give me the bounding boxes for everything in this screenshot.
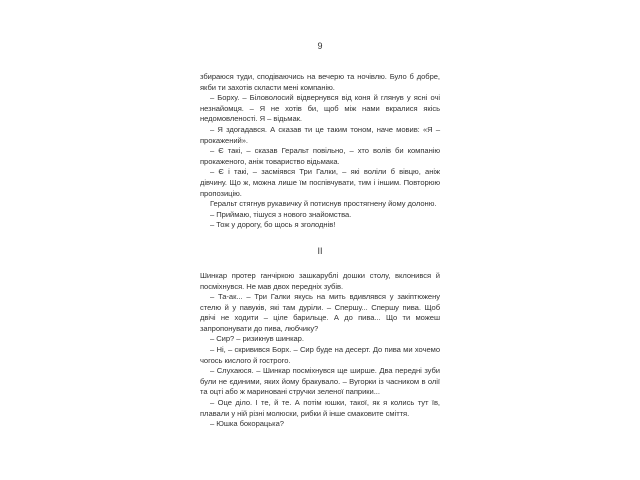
book-page: [200, 40, 440, 430]
section-1: [200, 72, 440, 231]
paragraph: – Є і такі, – засміявся Три Галки, – які воліли б вівцю, аніж дівчину. Що ж, можна лише їм поспівчувати, тим і іншим. Повторюю пропозицію.: [200, 167, 440, 198]
paragraph: – Тож у дорогу, бо щось я зголоднів!: [210, 220, 336, 230]
paragraph: – Борху. – Біловолосий відвернувся від коня й глянув у ясні очі незнайомця. – Я не хотів би, щоб між нами вкралися якісь недомовленості. Я – відьмак.: [200, 93, 440, 124]
page-number: 9: [317, 41, 323, 51]
paragraph: – Слухаюся. – Шинкар посміхнувся ще ширше. Два передні зуби були не єдиними, яких йому бракувало. – Вугорки із часником в олії та оцті або ж мариновані стручки зеленої паприки...: [200, 366, 440, 397]
paragraph: збираюся туди, сподіваючись на вечерю та ночівлю. Було б добре, якби ти захотів скласти мені компанію.: [200, 72, 440, 92]
paragraph: Геральт стягнув рукавичку й потиснув простягнену йому долоню.: [210, 199, 437, 209]
paragraph: – Оце діло. І те, й те. А потім юшки, такої, як я колись тут їв, плавали у ній різні молюски, рибки й інше смаковите сміття.: [200, 398, 440, 418]
section-2: [200, 271, 440, 430]
paragraph: – Я здогадався. А сказав ти це таким тоном, наче мовив: «Я – прокажений».: [200, 124, 440, 145]
paragraph: – Юшка бокорацька?: [210, 419, 284, 429]
chapter-heading: II: [317, 245, 323, 256]
paragraph: – Та-ак... – Три Галки якусь на мить вдивлявся у закіптюжену стелю й у павуків, які там дуріли. – Спершу... Спершу пива. Щоб двічі не ходити – ціле барильце. А до пива... Що ти можеш запропонувати до пива, любчику?: [200, 292, 440, 333]
paragraph: – Ні, – скривився Борх. – Сир буде на десерт. До пива ми хочемо чогось кислого й гострого.: [200, 345, 440, 365]
paragraph: – Сир? – ризикнув шинкар.: [210, 334, 304, 344]
paragraph: – Приймаю, тішуся з нового знайомства.: [210, 209, 352, 219]
paragraph: Шинкар протер ганчіркою зашкарублі дошки столу, вклонився й посміхнувся. Не мав двох передніх зубів.: [200, 270, 440, 291]
paragraph: – Є такі, – сказав Геральт повільно, – хто волів би компанію прокаженого, аніж товариство відьмака.: [200, 146, 440, 166]
